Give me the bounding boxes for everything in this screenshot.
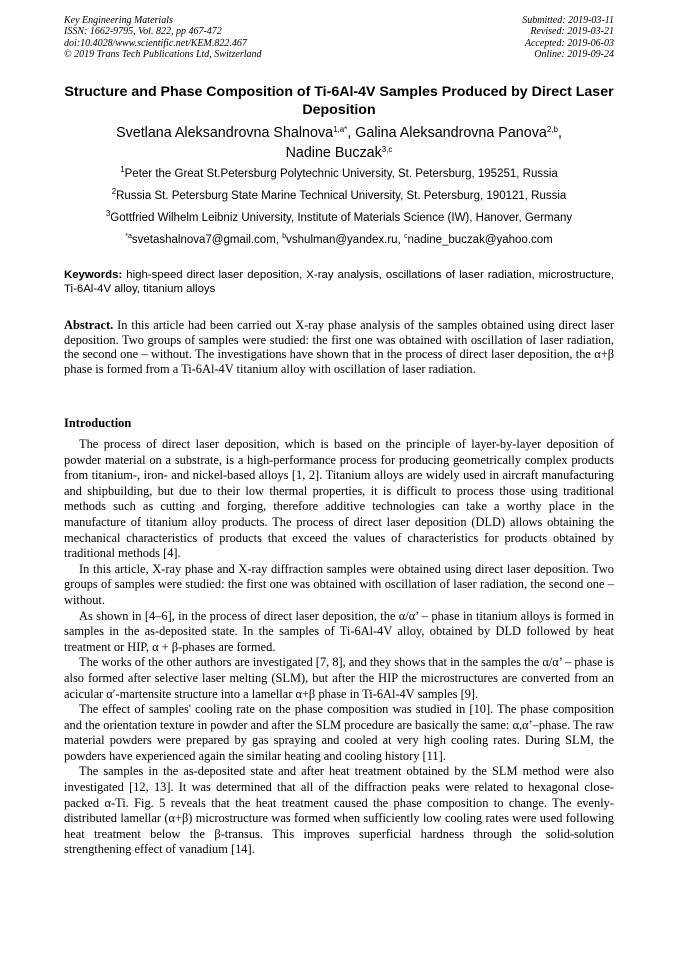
keywords-text: high-speed direct laser deposition, X-ray analysis, oscillations of laser radiation, microstructure, Ti-6Al-4V alloy, titanium alloys	[64, 269, 614, 296]
author-name: Svetlana Aleksandrovna Shalnova	[116, 125, 334, 141]
issn-line: ISSN: 1662-9795, Vol. 822, pp 467-472	[64, 26, 222, 38]
author-separator: ,	[557, 125, 562, 141]
dates-info	[522, 15, 614, 61]
abstract-text: In this article had been carried out X-ray phase analysis of the samples obtained using direct laser deposition. Two groups of samples were studied: the first one was obtained with oscillation of laser radiation, the second one – without. The investigations have shown that in the process of direct laser deposition, the α+β phase is formed from a Ti-6Al-4V titanium alloy with oscillation of laser radiation.	[64, 318, 614, 377]
abstract-label: Abstract.	[64, 318, 114, 332]
introduction-heading: Introduction	[64, 416, 132, 430]
introduction-body	[64, 437, 614, 858]
author-name: Galina Aleksandrovna Panova	[355, 125, 547, 141]
body-paragraph: The process of direct laser deposition, which is based on the principle of layer-by-layer deposition of powder material on a substrate, is a high-performance process for producing geometrically complex products from titanium-, iron- and nickel-based alloys [1, 2]. Titanium alloys are widely used in aircraft manufacturing and shipbuilding, but due to their low thermal properties, it is difficult to process those using traditional methods such as cutting and forging, therefore additive technologies can take a worthy place in the manufacture of titanium alloy products. The process of direct laser deposition (DLD) allows obtaining the mechanical characteristics of products that exceed the values of characteristics for products obtained by traditional methods [4].	[64, 437, 614, 561]
email-mark: b	[282, 233, 287, 240]
submitted-date: Submitted: 2019-03-11	[522, 15, 614, 26]
journal-info	[64, 15, 262, 61]
body-paragraph: In this article, X-ray phase and X-ray diffraction samples were obtained using direct laser deposition. Two groups of samples were studied: the first one was obtained with oscillation of laser radiation, the second one – without.	[64, 561, 614, 607]
copyright-line: © 2019 Trans Tech Publications Ltd, Switzerland	[64, 49, 262, 61]
affiliation-number: 1	[120, 165, 125, 174]
affiliation	[64, 189, 614, 203]
email-link[interactable]: vshulman@yandex.ru,	[286, 234, 404, 246]
keywords-label: Keywords:	[64, 269, 123, 281]
affiliation	[64, 167, 614, 181]
email-link[interactable]: nadine_buczak@yahoo.com	[407, 234, 553, 246]
affiliation-text: Peter the Great St.Petersburg Polytechnic University, St. Petersburg, 195251, Russia	[124, 168, 558, 180]
paper-title: Structure and Phase Composition of Ti-6Al-4V Samples Produced by Direct Laser Deposition	[64, 84, 614, 118]
affiliation-text: Gottfried Wilhelm Leibniz University, Institute of Materials Science (IW), Hanover, Germany	[110, 212, 573, 224]
affiliation-number: 3	[105, 209, 111, 218]
author-affiliation-mark: 3,c	[381, 145, 393, 154]
affiliation-number: 2	[111, 187, 117, 196]
body-paragraph: The samples in the as-deposited state and after heat treatment obtained by the SLM method were also investigated [12, 13]. It was determined that all of the diffraction peaks were related to hexagonal close-packed α-Ti. Fig. 5 reveals that the heat treatment caused the phase composition to change. The evenly-distributed lamellar (α+β) microstructure was formed when sufficiently low cooling rates were used following heat treatment below the β-transus. This improves superficial hardness through the solid-solution strengthening effect of vanadium [14].	[64, 764, 614, 857]
author-name: Nadine Buczak	[285, 145, 382, 161]
online-date: Online: 2019-09-24	[534, 49, 614, 61]
author-list	[64, 123, 614, 163]
author-separator: ,	[347, 125, 356, 141]
email-mark: c	[403, 233, 408, 240]
author-affiliation-mark: 2,b	[546, 125, 558, 134]
affiliation	[64, 211, 614, 225]
body-paragraph: The works of the other authors are investigated [7, 8], and they shows that in the samples the α/α’ – phase is also formed after selective laser melting (SLM), but after the HIP the microstructures are converted from an acicular α′-martensite structure into a lamellar α+β phase in Ti-6Al-4V samples [9].	[64, 655, 614, 701]
journal-name: Key Engineering Materials	[64, 15, 173, 26]
keywords	[64, 268, 614, 297]
email-mark: *a	[125, 233, 132, 240]
accepted-date: Accepted: 2019-06-03	[524, 37, 614, 49]
doi-line[interactable]: doi:10.4028/www.scientific.net/KEM.822.467	[64, 37, 247, 49]
body-paragraph: The effect of samples' cooling rate on the phase composition was studied in [10]. The phase composition and the orientation texture in powder and after the SLM procedure are basically the same: α,α’–phase. The raw material powders were prepared by gas spraying and cooled at very high cooling rates. During SLM, the powders have experienced again the similar heating and cooling history [11].	[64, 702, 614, 763]
abstract	[64, 318, 614, 377]
author-affiliation-mark: 1,a*	[333, 125, 348, 134]
email-list	[64, 233, 614, 247]
affiliation-text: Russia St. Petersburg State Marine Technical University, St. Petersburg, 190121, Russia	[116, 190, 567, 202]
revised-date: Revised: 2019-03-21	[530, 26, 614, 38]
email-link[interactable]: svetashalnova7@gmail.com,	[131, 234, 283, 246]
body-paragraph: As shown in [4–6], in the process of direct laser deposition, the α/α’ – phase in titanium alloys is formed in samples in the as-deposited state. In the samples of Ti-6Al-4V alloy, obtained by DLD followed by heat treatment or HIP, α + β-phases are formed.	[64, 608, 614, 654]
